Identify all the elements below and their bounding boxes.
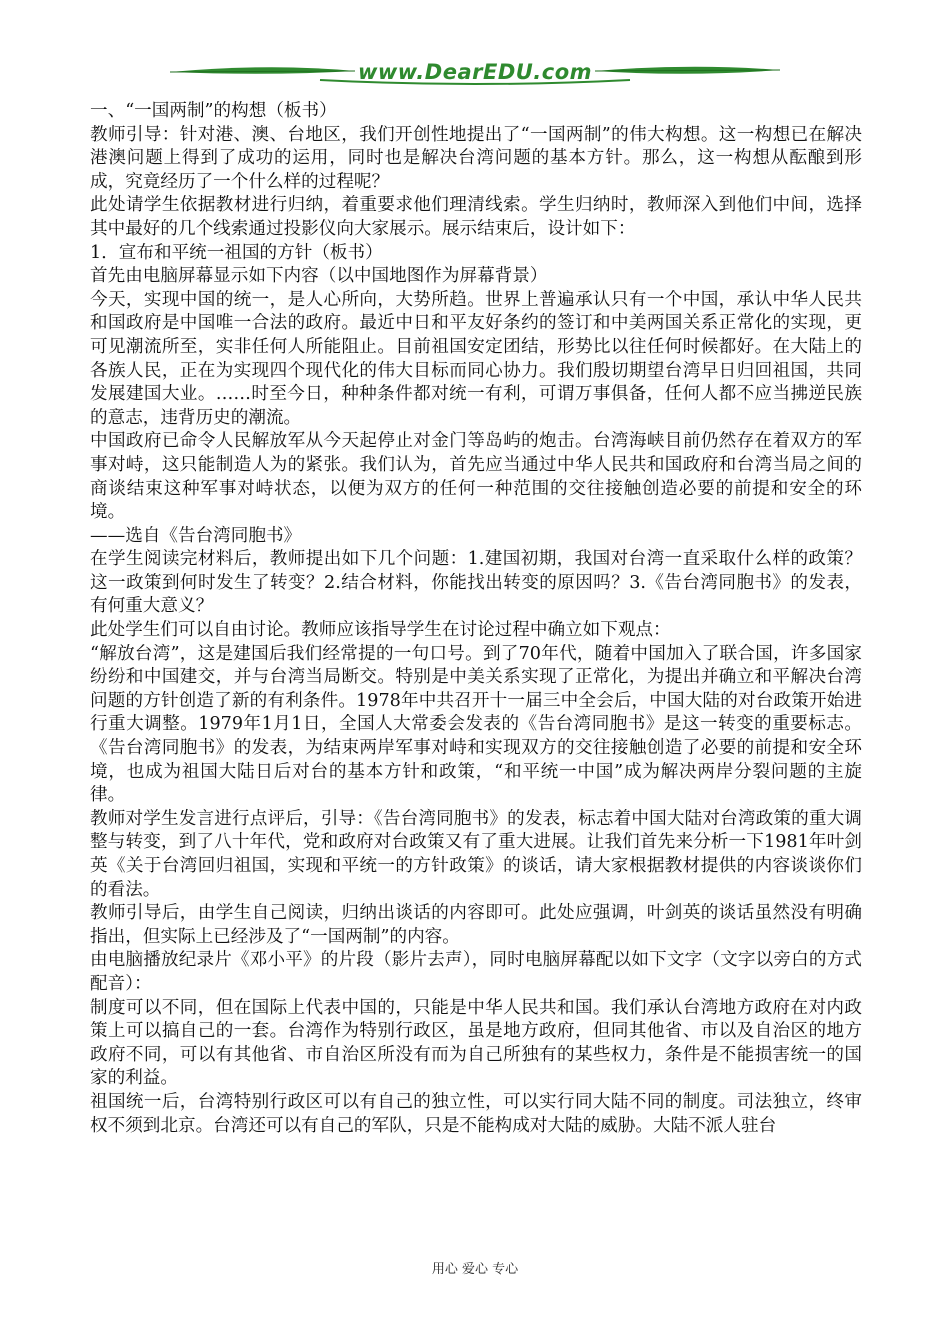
paragraph: 此处学生们可以自由讨论。教师应该指导学生在讨论过程中确立如下观点：	[90, 620, 671, 641]
paragraph: 首先由电脑屏幕显示如下内容（以中国地图作为屏幕背景）	[90, 266, 548, 287]
document-body	[90, 100, 862, 1138]
site-logo[interactable]: www.DearEDU.com	[357, 60, 593, 84]
page-footer: 用心 爱心 专心	[431, 1262, 519, 1277]
paragraph: 教师对学生发言进行点评后，引导：《告台湾同胞书》的发表，标志着中国大陆对台湾政策的重大调整与转变，到了八十年代，党和政府对台政策又有了重大进展。让我们首先来分析一下1981年叶剑英《关于台湾回归祖国，实现和平统一的方针政策》的谈话，请大家根据教材提供的内容谈谈你们的看法。	[90, 808, 862, 900]
quoted-paragraph: 中国政府已命令人民解放军从今天起停止对金门等岛屿的炮击。台湾海峡目前仍然存在着双方的军事对峙，这只能制造人为的紧张。我们认为，首先应当通过中华人民共和国政府和台湾当局之间的商谈结束这种军事对峙状态，以便为双方的任何一种范围的交往接触创造必要的前提和安全的环境。	[90, 431, 862, 523]
quoted-paragraph: 制度可以不同，但在国际上代表中国的，只能是中华人民共和国。我们承认台湾地方政府在对内政策上可以搞自己的一套。台湾作为特别行政区，虽是地方政府，但同其他省、市以及自治区的地方政府不同，可以有其他省、市自治区所没有而为自己所独有的某些权力，条件是不能损害统一的国家的利益。	[90, 997, 862, 1089]
quoted-paragraph: 今天，实现中国的统一，是人心所向，大势所趋。世界上普遍承认只有一个中国，承认中华人民共和国政府是中国唯一合法的政府。最近中日和平友好条约的签订和中美两国关系正常化的实现，更可见潮流所至，实非任何人所能阻止。目前祖国安定团结，形势比以往任何时候都好。在大陆上的各族人民，正在为实现四个现代化的伟大目标而同心协力。我们殷切期望台湾早日归回祖国，共同发展建国大业。……时至今日，种种条件都对统一有利，可谓万事俱备，任何人都不应当拂逆民族的意志，违背历史的潮流。	[90, 289, 862, 428]
site-header-banner	[170, 58, 780, 88]
quoted-paragraph: 祖国统一后，台湾特别行政区可以有自己的独立性，可以实行同大陆不同的制度。司法独立，终审权不须到北京。台湾还可以有自己的军队，只是不能构成对大陆的威胁。大陆不派人驻台	[90, 1091, 862, 1136]
paragraph: “解放台湾”，这是建国后我们经常提的一句口号。到了70年代，随着中国加入了联合国，许多国家纷纷和中国建交，并与台湾当局断交。特别是中美关系实现了正常化，为提出并确立和平解决台湾问题的方针创造了新的有利条件。1978年中共召开十一届三中全会后，中国大陆的对台政策开始进行重大调整。1979年1月1日，全国人大常委会发表的《告台湾同胞书》是这一转变的重要标志。《告台湾同胞书》的发表，为结束两岸军事对峙和实现双方的交往接触创造了必要的前提和安全环境，也成为祖国大陆日后对台的基本方针和政策，“和平统一中国”成为解决两岸分裂问题的主旋律。	[90, 643, 862, 806]
paragraph: 教师引导：针对港、澳、台地区，我们开创性地提出了“一国两制”的伟大构想。这一构想已在解决港澳问题上得到了成功的运用，同时也是解决台湾问题的基本方针。那么，这一构想从酝酿到形成，究竟经历了一个什么样的过程呢？	[90, 124, 862, 192]
paragraph: 教师引导后，由学生自己阅读，归纳出谈话的内容即可。此处应强调，叶剑英的谈话虽然没有明确指出，但实际上已经涉及了“一国两制”的内容。	[90, 903, 862, 947]
paragraph: 此处请学生依据教材进行归纳，着重要求他们理清线索。学生归纳时，教师深入到他们中间，选择其中最好的几个线索通过投影仪向大家展示。展示结束后，设计如下：	[90, 195, 862, 239]
section-heading: 一、“一国两制”的构想（板书）	[90, 101, 337, 121]
paragraph: 由电脑播放纪录片《邓小平》的片段（影片去声），同时电脑屏幕配以如下文字（文字以旁白的方式配音）：	[90, 950, 862, 994]
quote-source: ——选自《告台湾同胞书》	[90, 525, 302, 546]
subsection-heading: 1．宣布和平统一祖国的方针（板书）	[90, 242, 383, 263]
paragraph: 在学生阅读完材料后，教师提出如下几个问题：1.建国初期，我国对台湾一直采取什么样的政策？这一政策到何时发生了转变？2.结合材料，你能找出转变的原因吗？3.《告台湾同胞书》的发表，有何重大意义？	[90, 549, 862, 617]
